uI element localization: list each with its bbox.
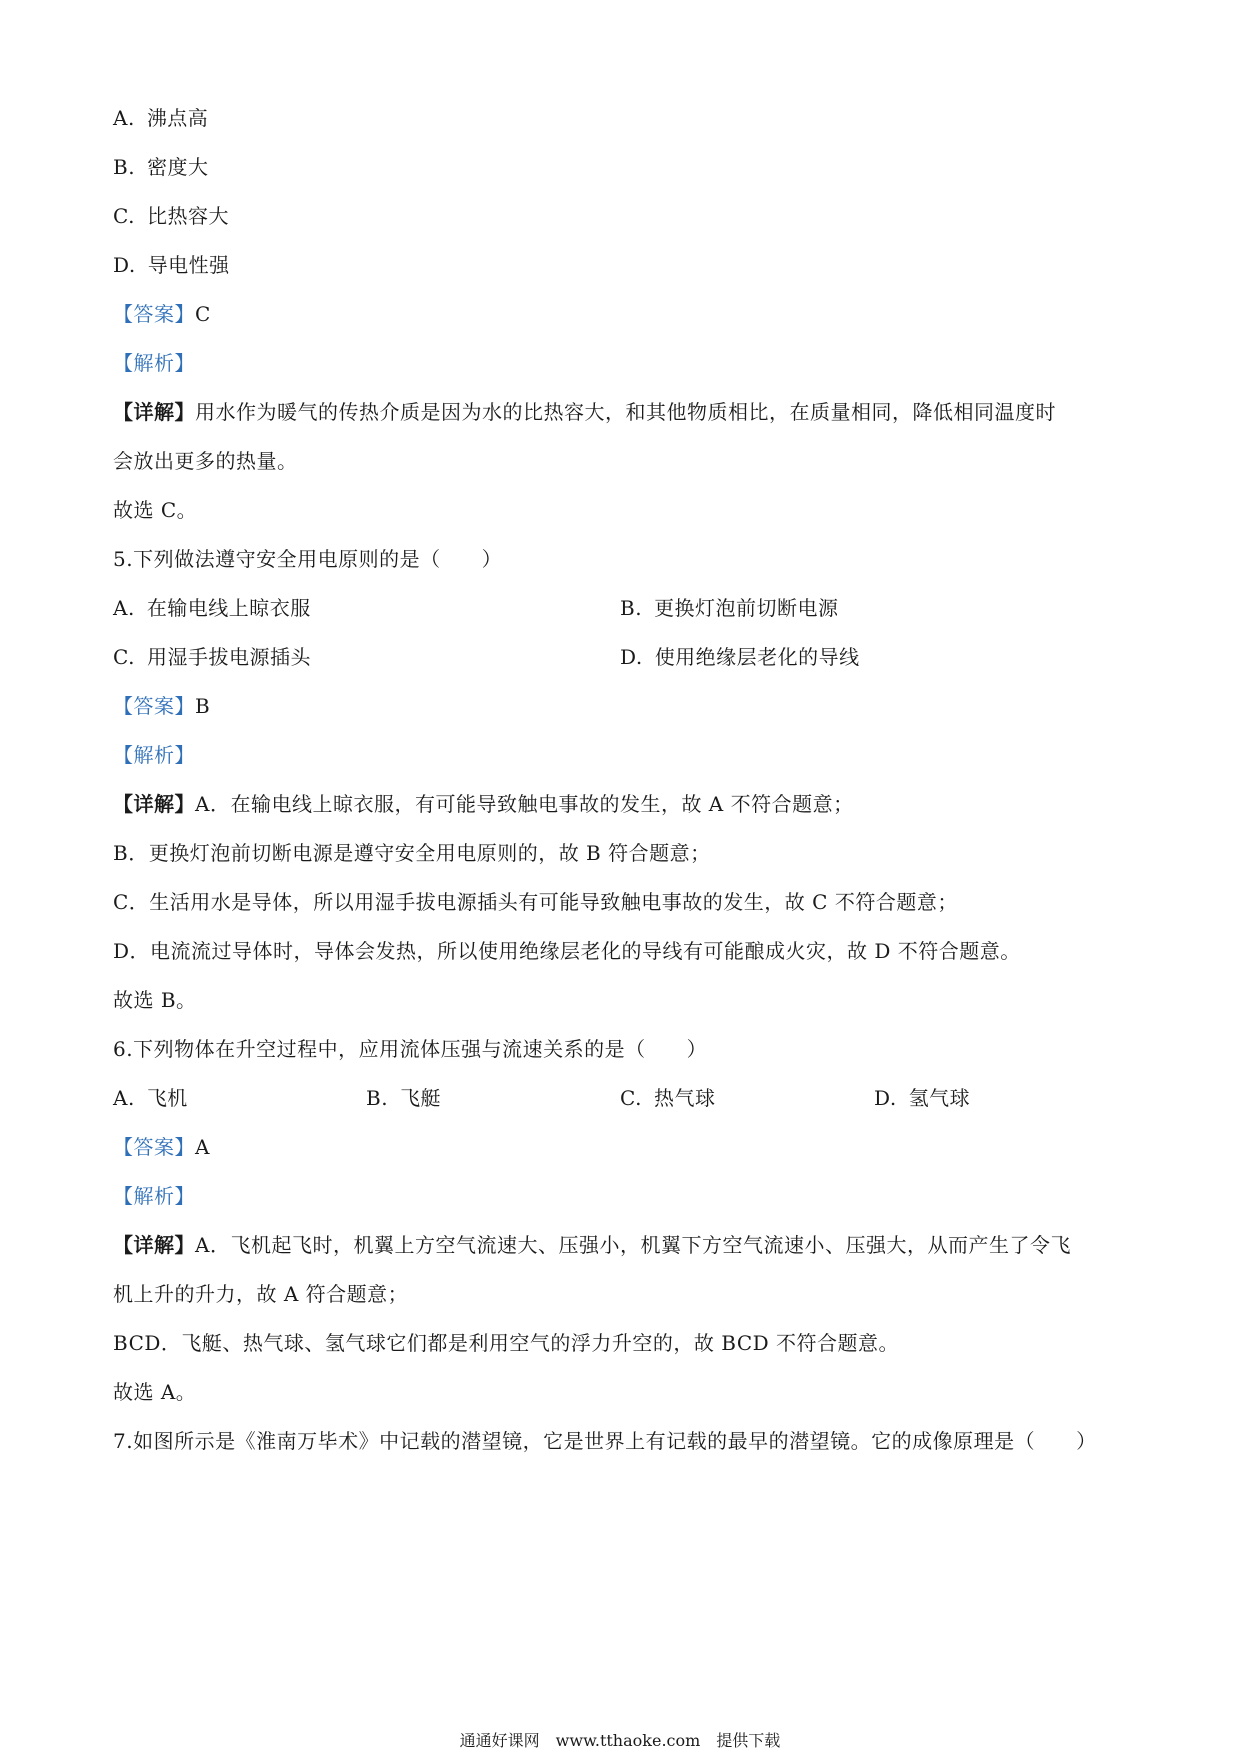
q6-analysis — [113, 1182, 195, 1210]
option-letter: D. — [874, 1086, 897, 1110]
option-text: 密度大 — [147, 155, 209, 179]
q6-option-d — [874, 1084, 970, 1112]
answer-value: B — [195, 694, 211, 718]
q5-option-d — [620, 643, 860, 671]
option-letter: D. — [113, 253, 136, 277]
option-text: 导电性强 — [147, 253, 230, 277]
answer-tag: 【答案】 — [113, 1135, 195, 1159]
q5-stem: 5.下列做法遵守安全用电原则的是（ ） — [113, 547, 503, 571]
q4-analysis — [113, 349, 195, 377]
q4-detail-line-2: 会放出更多的热量。 — [113, 449, 298, 473]
option-text: 热气球 — [653, 1086, 716, 1110]
q6-stem: 6.下列物体在升空过程中，应用流体压强与流速关系的是（ ） — [113, 1037, 708, 1061]
option-letter: A. — [113, 1086, 135, 1110]
option-text: 沸点高 — [146, 106, 209, 130]
detail-tag: 【详解】 — [113, 792, 195, 816]
analysis-tag: 【解析】 — [113, 1184, 195, 1208]
detail-text: A．飞机起飞时，机翼上方空气流速大、压强小，机翼下方空气流速小、压强大，从而产生了令飞 — [195, 1233, 1071, 1257]
q6-detail-line-3: BCD．飞艇、热气球、氢气球它们都是利用空气的浮力升空的，故 BCD 不符合题意。 — [113, 1331, 900, 1355]
q4-option-b — [113, 153, 209, 181]
option-text: 飞机 — [146, 1086, 188, 1110]
option-letter: C. — [620, 1086, 642, 1110]
option-letter: C. — [113, 645, 135, 669]
option-letter: A. — [113, 596, 135, 620]
option-letter: C. — [113, 204, 135, 228]
option-letter: B. — [113, 155, 136, 179]
answer-value: A — [195, 1135, 210, 1159]
option-text: 飞艇 — [400, 1086, 442, 1110]
option-letter: D. — [620, 645, 643, 669]
q5-detail-line-4: D．电流流过导体时，导体会发热，所以使用绝缘层老化的导线有可能酿成火灾，故 D 不符合题意。 — [113, 939, 1021, 963]
q4-conclusion: 故选 C。 — [113, 498, 198, 522]
q5-option-c — [113, 643, 311, 671]
option-text: 比热容大 — [146, 204, 229, 228]
q6-option-b — [366, 1084, 441, 1112]
detail-text: 用水作为暖气的传热介质是因为水的比热容大，和其他物质相比，在质量相同，降低相同温度时 — [195, 400, 1056, 424]
q6-option-c — [620, 1084, 715, 1112]
q5-detail-line-2: B．更换灯泡前切断电源是遵守安全用电原则的，故 B 符合题意； — [113, 841, 711, 865]
option-text: 用湿手拔电源插头 — [146, 645, 311, 669]
q4-detail-line-1 — [113, 398, 1056, 426]
page-footer: 通通好课网 www.tthaoke.com 提供下载 — [459, 1731, 781, 1750]
q6-answer — [113, 1133, 210, 1161]
q5-answer — [113, 692, 210, 720]
option-letter: A. — [113, 106, 135, 130]
option-text: 更换灯泡前切断电源 — [654, 596, 839, 620]
option-letter: B. — [620, 596, 643, 620]
q6-detail-line-1 — [113, 1231, 1071, 1259]
q5-analysis — [113, 741, 195, 769]
option-text: 使用绝缘层老化的导线 — [654, 645, 860, 669]
analysis-tag: 【解析】 — [113, 351, 195, 375]
q4-option-c — [113, 202, 229, 230]
option-text: 氢气球 — [908, 1086, 971, 1110]
q4-option-a — [113, 104, 208, 132]
analysis-tag: 【解析】 — [113, 743, 195, 767]
q6-detail-line-2: 机上升的升力，故 A 符合题意； — [113, 1282, 409, 1306]
q7-stem: 7.如图所示是《淮南万毕术》中记载的潜望镜，它是世界上有记载的最早的潜望镜。它的成像原理是（ ） — [113, 1429, 1097, 1453]
option-text: 在输电线上晾衣服 — [146, 596, 311, 620]
detail-tag: 【详解】 — [113, 1233, 195, 1257]
detail-tag: 【详解】 — [113, 400, 195, 424]
q5-detail-line-3: C．生活用水是导体，所以用湿手拔电源插头有可能导致触电事故的发生，故 C 不符合题意； — [113, 890, 958, 914]
q4-option-d — [113, 251, 230, 279]
option-letter: B. — [366, 1086, 389, 1110]
q6-option-a — [113, 1084, 188, 1112]
detail-text: A．在输电线上晾衣服，有可能导致触电事故的发生，故 A 不符合题意； — [195, 792, 854, 816]
q6-conclusion: 故选 A。 — [113, 1380, 197, 1404]
q5-option-a — [113, 594, 311, 622]
q5-option-b — [620, 594, 839, 622]
answer-tag: 【答案】 — [113, 694, 195, 718]
q5-detail-line-1 — [113, 790, 854, 818]
answer-value: C — [195, 302, 211, 326]
q4-answer — [113, 300, 211, 328]
answer-tag: 【答案】 — [113, 302, 195, 326]
q5-conclusion: 故选 B。 — [113, 988, 197, 1012]
